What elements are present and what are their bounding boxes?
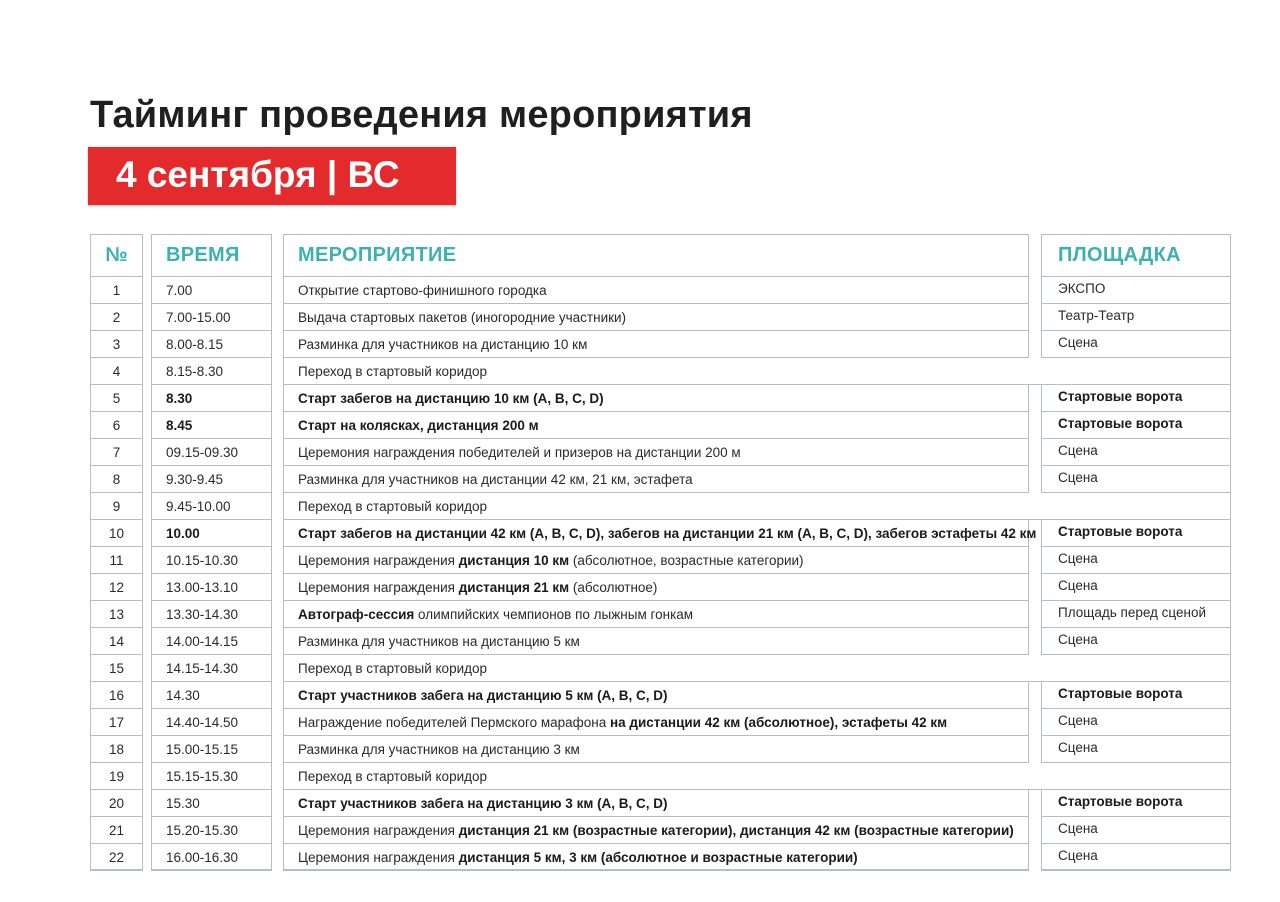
row-event (298, 364, 487, 380)
row-divider (90, 303, 143, 304)
row-venue: Сцена (1058, 740, 1098, 755)
row-divider (1041, 816, 1231, 817)
row-divider (151, 519, 272, 520)
merged-cell-fill (1028, 358, 1231, 384)
row-event (298, 661, 487, 677)
row-divider (90, 600, 143, 601)
row-venue: Стартовые ворота (1058, 389, 1183, 404)
row-number: 9 (112, 499, 121, 514)
row-divider (283, 762, 1029, 763)
event-text-segment: Церемония награждения (298, 580, 459, 595)
event-text-segment: Церемония награждения (298, 823, 459, 838)
row-time: 14.40-14.50 (166, 715, 239, 730)
row-divider (151, 492, 272, 493)
row-number: 18 (108, 742, 125, 757)
row-divider (90, 573, 143, 574)
row-time: 7.00 (166, 283, 193, 298)
row-event (298, 823, 1014, 839)
row-event (298, 472, 693, 488)
row-number: 14 (108, 634, 125, 649)
row-event (298, 310, 626, 326)
row-divider (151, 816, 272, 817)
row-event (298, 553, 804, 569)
row-time: 14.15-14.30 (166, 661, 239, 676)
row-divider (151, 843, 272, 844)
row-divider (283, 789, 1231, 790)
row-divider (283, 276, 1029, 277)
row-venue: Стартовые ворота (1058, 686, 1183, 701)
row-number: 22 (108, 850, 125, 865)
row-venue: Сцена (1058, 470, 1098, 485)
row-divider (151, 357, 272, 358)
event-text-segment: Церемония награждения победителей и призеров на дистанции 200 м (298, 445, 741, 460)
row-divider (283, 735, 1029, 736)
row-divider (90, 816, 143, 817)
row-number: 12 (108, 580, 125, 595)
row-time: 14.30 (166, 688, 200, 703)
row-time: 8.15-8.30 (166, 364, 224, 379)
row-event (298, 391, 604, 407)
row-divider (151, 330, 272, 331)
row-divider (283, 465, 1029, 466)
row-divider (283, 843, 1029, 844)
row-event (298, 634, 580, 650)
row-time: 8.00-8.15 (166, 337, 224, 352)
event-text-segment: Переход в стартовый коридор (298, 769, 488, 784)
row-divider (90, 843, 143, 844)
row-number: 13 (108, 607, 125, 622)
row-divider (90, 735, 143, 736)
merged-cell-fill (1028, 763, 1231, 789)
event-text-segment: Переход в стартовый коридор (298, 661, 488, 676)
row-event (298, 499, 487, 515)
event-text-segment: Разминка для участников на дистанцию 5 км (298, 634, 580, 649)
row-divider (90, 627, 143, 628)
event-text-segment: дистанция 21 км (возрастные категории), дистанция 42 км (возрастные категории) (458, 823, 1014, 838)
event-text-segment: Старт на колясках, дистанция 200 м (298, 418, 539, 433)
row-divider (283, 330, 1029, 331)
event-text-segment: Старт участников забега на дистанцию 3 км (A, B, C, D) (298, 796, 668, 811)
row-event (298, 769, 487, 785)
row-time: 9.30-9.45 (166, 472, 224, 487)
row-divider (283, 600, 1029, 601)
row-divider (151, 438, 272, 439)
row-number: 21 (108, 823, 125, 838)
row-venue: Сцена (1058, 443, 1098, 458)
row-divider (283, 573, 1029, 574)
row-divider (151, 465, 272, 466)
row-divider (90, 708, 143, 709)
event-text-segment: (абсолютное, возрастные категории) (569, 553, 804, 568)
event-text-segment: Старт участников забега на дистанцию 5 км (A, B, C, D) (298, 688, 668, 703)
row-time: 16.00-16.30 (166, 850, 239, 865)
row-time: 8.45 (166, 418, 193, 433)
row-divider (1041, 303, 1231, 304)
row-divider (283, 627, 1029, 628)
row-divider (283, 357, 1029, 358)
event-text-segment: Выдача стартовых пакетов (иногородние участники) (298, 310, 627, 325)
row-divider (90, 438, 143, 439)
row-time: 7.00-15.00 (166, 310, 231, 325)
header-venue: ПЛОЩАДКА (1058, 244, 1181, 266)
event-text-segment: Разминка для участников на дистанции 42 км, 21 км, эстафета (298, 472, 693, 487)
row-divider (1041, 627, 1231, 628)
row-divider (283, 870, 1029, 871)
row-time: 10.15-10.30 (166, 553, 239, 568)
date-badge-text: 4 сентября | ВС (116, 154, 400, 195)
row-time: 13.00-13.10 (166, 580, 239, 595)
row-divider (151, 411, 272, 412)
event-text-segment: Церемония награждения (298, 553, 459, 568)
row-divider (90, 357, 143, 358)
row-number: 16 (108, 688, 125, 703)
row-divider (151, 789, 272, 790)
row-divider (1041, 843, 1231, 844)
event-text-segment: дистанция 5 км, 3 км (абсолютное и возрастные категории) (458, 850, 858, 865)
row-divider (151, 600, 272, 601)
row-divider (90, 276, 143, 277)
row-venue: Театр-Театр (1058, 308, 1135, 323)
row-time: 15.30 (166, 796, 200, 811)
row-divider (151, 762, 272, 763)
row-divider (90, 870, 143, 871)
event-text-segment: олимпийских чемпионов по лыжным гонкам (414, 607, 694, 622)
row-number: 5 (112, 391, 121, 406)
row-divider (283, 438, 1029, 439)
row-divider (1041, 330, 1231, 331)
row-time: 09.15-09.30 (166, 445, 239, 460)
row-venue: Сцена (1058, 335, 1098, 350)
event-text-segment: дистанция 21 км (458, 580, 570, 595)
event-text-segment: дистанция 10 км (458, 553, 570, 568)
row-divider (1041, 411, 1231, 412)
event-text-segment: Награждение победителей Пермского марафона (298, 715, 611, 730)
row-number: 17 (108, 715, 125, 730)
row-number: 20 (108, 796, 125, 811)
row-divider (90, 465, 143, 466)
row-number: 2 (112, 310, 121, 325)
row-divider (90, 654, 143, 655)
row-divider (151, 303, 272, 304)
event-text-segment: Переход в стартовый коридор (298, 364, 488, 379)
page-title: Тайминг проведения мероприятия (90, 94, 753, 136)
row-time: 14.00-14.15 (166, 634, 239, 649)
row-divider (90, 330, 143, 331)
row-divider (151, 708, 272, 709)
row-event (298, 796, 668, 812)
row-event (298, 337, 587, 353)
row-event (298, 850, 858, 866)
row-divider (283, 411, 1029, 412)
row-time: 13.30-14.30 (166, 607, 239, 622)
row-divider (1041, 276, 1231, 277)
row-time: 15.15-15.30 (166, 769, 239, 784)
row-divider (151, 681, 272, 682)
row-divider (1041, 708, 1231, 709)
row-venue: Сцена (1058, 551, 1098, 566)
row-divider (151, 870, 272, 871)
row-time: 10.00 (166, 526, 200, 541)
row-divider (90, 681, 143, 682)
row-divider (90, 411, 143, 412)
row-event (298, 742, 580, 758)
merged-cell-fill (1028, 493, 1231, 519)
row-venue: Стартовые ворота (1058, 794, 1183, 809)
row-divider (1041, 438, 1231, 439)
row-event (298, 688, 668, 704)
row-divider (151, 654, 272, 655)
event-text-segment: Разминка для участников на дистанцию 10 км (298, 337, 588, 352)
row-venue: Сцена (1058, 848, 1098, 863)
row-venue: Стартовые ворота (1058, 416, 1183, 431)
row-time: 15.20-15.30 (166, 823, 239, 838)
header-time: ВРЕМЯ (166, 244, 240, 266)
row-number: 6 (112, 418, 121, 433)
header-num: № (105, 244, 128, 266)
row-time: 9.45-10.00 (166, 499, 231, 514)
event-text-segment: Открытие стартово-финишного городка (298, 283, 547, 298)
row-number: 15 (108, 661, 125, 676)
row-divider (90, 492, 143, 493)
row-number: 11 (109, 553, 124, 568)
row-event (298, 607, 693, 623)
row-divider (1041, 573, 1231, 574)
row-divider (90, 546, 143, 547)
row-venue: ЭКСПО (1058, 281, 1106, 296)
event-text-segment: Автограф-сессия (298, 607, 415, 622)
row-number: 7 (112, 445, 121, 460)
row-divider (1041, 546, 1231, 547)
row-divider (283, 681, 1231, 682)
row-divider (283, 816, 1029, 817)
row-divider (151, 546, 272, 547)
row-venue: Площадь перед сценой (1058, 605, 1207, 620)
row-venue: Сцена (1058, 578, 1098, 593)
row-divider (283, 492, 1029, 493)
event-text-segment: Старт забегов на дистанцию 10 км (A, B, C, D) (298, 391, 604, 406)
row-divider (283, 708, 1029, 709)
row-event (298, 445, 741, 461)
row-event (298, 283, 547, 299)
row-venue: Сцена (1058, 821, 1098, 836)
row-divider (151, 735, 272, 736)
row-time: 8.30 (166, 391, 193, 406)
row-divider (151, 276, 272, 277)
event-text-segment: Переход в стартовый коридор (298, 499, 488, 514)
row-divider (90, 384, 143, 385)
event-text-segment: Старт забегов на дистанции 42 км (A, B, C, D), забегов на дистанции 21 км (A, B, C, D), забегов эстафеты 42 км (298, 526, 1037, 541)
row-divider (283, 384, 1231, 385)
event-text-segment: Церемония награждения (298, 850, 459, 865)
row-number: 10 (108, 526, 125, 541)
row-venue: Стартовые ворота (1058, 524, 1183, 539)
row-divider (1041, 870, 1231, 871)
row-divider (1041, 465, 1231, 466)
row-divider (283, 546, 1029, 547)
row-divider (90, 789, 143, 790)
event-text-segment: на дистанции 42 км (абсолютное), эстафеты 42 км (610, 715, 948, 730)
row-divider (1041, 600, 1231, 601)
merged-cell-fill (1028, 655, 1231, 681)
row-divider (151, 627, 272, 628)
row-event (298, 715, 947, 731)
header-event: МЕРОПРИЯТИЕ (298, 244, 457, 266)
row-number: 3 (112, 337, 121, 352)
row-number: 4 (112, 364, 121, 379)
row-number: 1 (112, 283, 121, 298)
row-divider (151, 573, 272, 574)
row-event (298, 418, 539, 434)
row-number: 8 (112, 472, 121, 487)
row-venue: Сцена (1058, 713, 1098, 728)
row-event (298, 580, 657, 596)
row-time: 15.00-15.15 (166, 742, 239, 757)
row-event (298, 526, 1036, 542)
row-divider (283, 303, 1029, 304)
row-divider (90, 762, 143, 763)
row-venue: Сцена (1058, 632, 1098, 647)
row-divider (151, 384, 272, 385)
row-divider (90, 519, 143, 520)
row-number: 19 (108, 769, 125, 784)
row-divider (1041, 735, 1231, 736)
event-text-segment: (абсолютное) (569, 580, 658, 595)
event-text-segment: Разминка для участников на дистанцию 3 км (298, 742, 580, 757)
row-divider (283, 654, 1029, 655)
row-divider (283, 519, 1231, 520)
